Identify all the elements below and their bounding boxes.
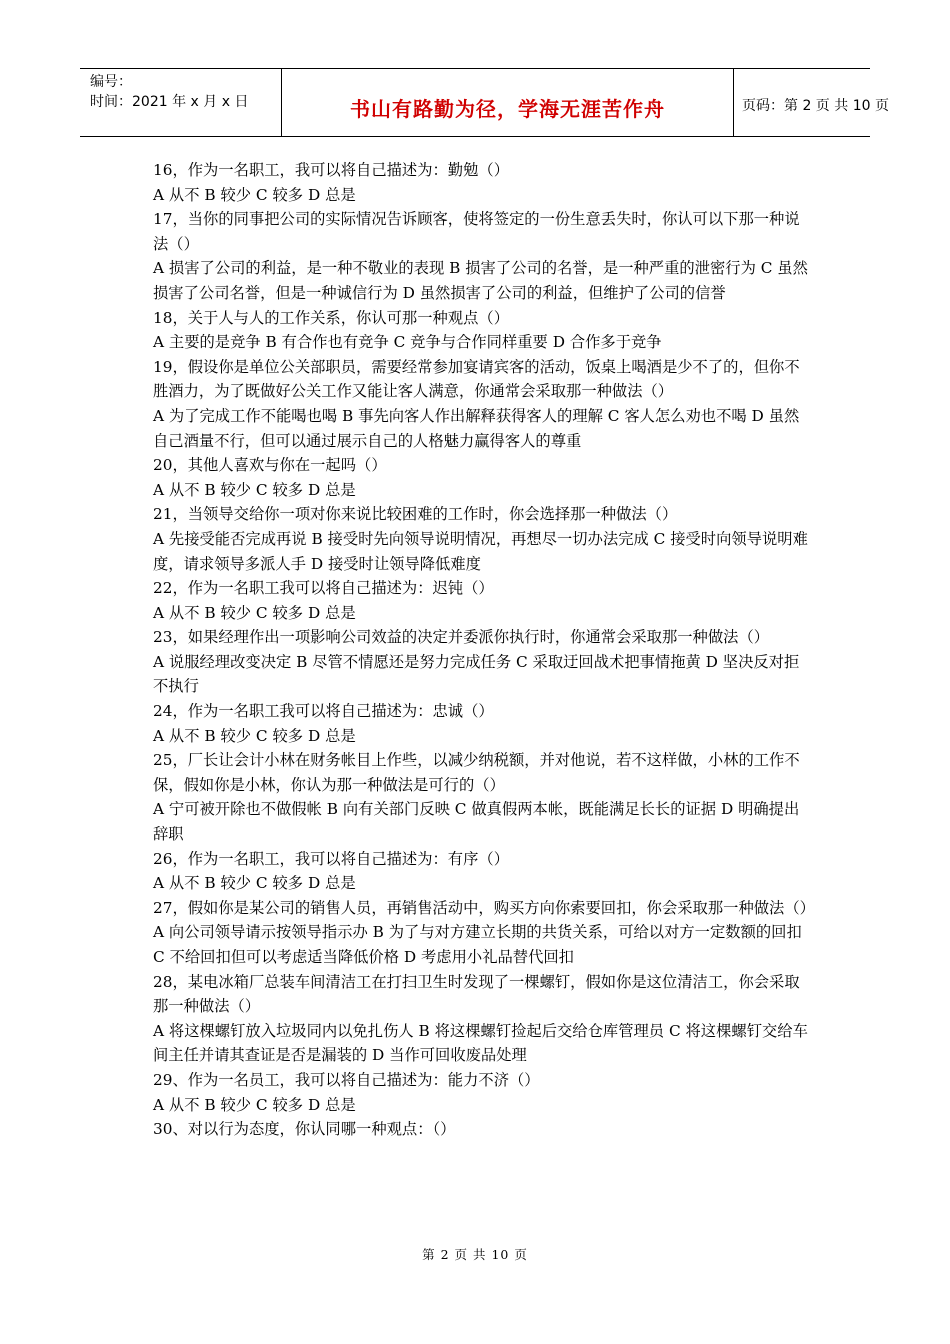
question-23: 23，如果经理作出一项影响公司效益的决定并委派你执行时，你通常会采取那一种做法（） (153, 628, 770, 647)
options-23: A 说服经理改变决定 B 尽管不情愿还是努力完成任务 C 采取迂回战术把事情拖黄 D 坚决反对拒不执行 (153, 652, 800, 696)
question-27: 27，假如你是某公司的销售人员，再销售活动中，购买方向你索要回扣，你会采取那一种做法（） (153, 898, 815, 917)
question-16: 16，作为一名职工，我可以将自己描述为：勤勉（） (153, 161, 509, 179)
options-20: A 从不 B 较少 C 较多 D 总是 (153, 480, 356, 499)
options-26: A 从不 B 较少 C 较多 D 总是 (153, 874, 356, 893)
question-22: 22，作为一名职工我可以将自己描述为：迟钝（） (153, 579, 494, 598)
options-16: A 从不 B 较少 C 较多 D 总是 (153, 185, 356, 204)
header-page-cell (734, 69, 889, 136)
options-24: A 从不 B 较少 C 较多 D 总是 (153, 726, 356, 745)
question-17: 17，当你的同事把公司的实际情况告诉顾客，使将签定的一份生意丢失时，你认可以下那一种说法（） (153, 210, 800, 253)
question-28: 28，某电冰箱厂总装车间清洁工在打扫卫生时发现了一棵螺钉，假如你是这位清洁工，你会采取那一种做法（） (153, 972, 800, 1016)
document-date-label: 时间：2021 年 x 月 x 日 (90, 94, 249, 110)
question-24: 24，作为一名职工我可以将自己描述为：忠诚（） (153, 702, 494, 721)
motto-text: 书山有路勤为径，学海无涯苦作舟 (350, 97, 665, 121)
header-table (80, 68, 889, 137)
options-28: A 将这棵螺钉放入垃圾同内以免扎伤人 B 将这棵螺钉捡起后交给仓库管理员 C 将这棵螺钉交给车间主任并请其查证是否是漏装的 D 当作可回收废品处理 (153, 1021, 808, 1065)
options-22: A 从不 B 较少 C 较多 D 总是 (153, 603, 356, 622)
document-number-label: 编号： (90, 74, 132, 90)
question-19: 19，假设你是单位公关部职员，需要经常参加宴请宾客的活动，饭桌上喝酒是少不了的，但你不胜酒力，为了既做好公关工作又能让客人满意，你通常会采取那一种做法（） (153, 357, 800, 401)
page-footer: 第 2 页 共 10 页 (422, 1247, 528, 1262)
options-18: A 主要的是竞争 B 有合作也有竞争 C 竞争与合作同样重要 D 合作多于竞争 (153, 333, 662, 352)
question-30: 30、对以行为态度，你认同哪一种观点：（） (153, 1120, 456, 1139)
question-20: 20，其他人喜欢与你在一起吗（） (153, 456, 387, 475)
question-21: 21，当领导交给你一项对你来说比较困难的工作时，你会选择那一种做法（） (153, 505, 678, 524)
question-29: 29、作为一名员工，我可以将自己描述为：能力不济（） (153, 1070, 540, 1089)
page-number-label: 页码：第 2 页 共 10 页 (742, 98, 889, 114)
options-17: A 损害了公司的利益，是一种不敬业的表现 B 损害了公司的名誉，是一种严重的泄密行为 C 虽然损害了公司名誉，但是一种诚信行为 D 虽然损害了公司的利益，但维护了公司的信誉 (153, 259, 808, 302)
question-26: 26，作为一名职工，我可以将自己描述为：有序（） (153, 849, 509, 868)
options-21: A 先接受能否完成再说 B 接受时先向领导说明情况，再想尽一切办法完成 C 接受时向领导说明难度，请求领导多派人手 D 接受时让领导降低难度 (153, 529, 808, 573)
options-29: A 从不 B 较少 C 较多 D 总是 (153, 1095, 356, 1114)
options-27: A 向公司领导请示按领导指示办 B 为了与对方建立长期的共货关系，可给以对方一定数额的回扣 C 不给回扣但可以考虑适当降低价格 D 考虑用小礼品替代回扣 (153, 923, 802, 966)
document-body (153, 158, 815, 1142)
options-19: A 为了完成工作不能喝也喝 B 事先向客人作出解释获得客人的理解 C 客人怎么劝也不喝 D 虽然自己酒量不行，但可以通过展示自己的人格魅力赢得客人的尊重 (153, 406, 800, 450)
header-meta-cell (80, 69, 282, 136)
header-motto-cell (282, 69, 734, 136)
options-25: A 宁可被开除也不做假帐 B 向有关部门反映 C 做真假两本帐，既能满足长长的证据 D 明确提出辞职 (153, 800, 800, 844)
question-18: 18，关于人与人的工作关系，你认可那一种观点（） (153, 308, 509, 327)
question-25: 25，厂长让会计小林在财务帐目上作些，以减少纳税额，并对他说，若不这样做，小林的工作不保，假如你是小林，你认为那一种做法是可行的（） (153, 751, 800, 794)
